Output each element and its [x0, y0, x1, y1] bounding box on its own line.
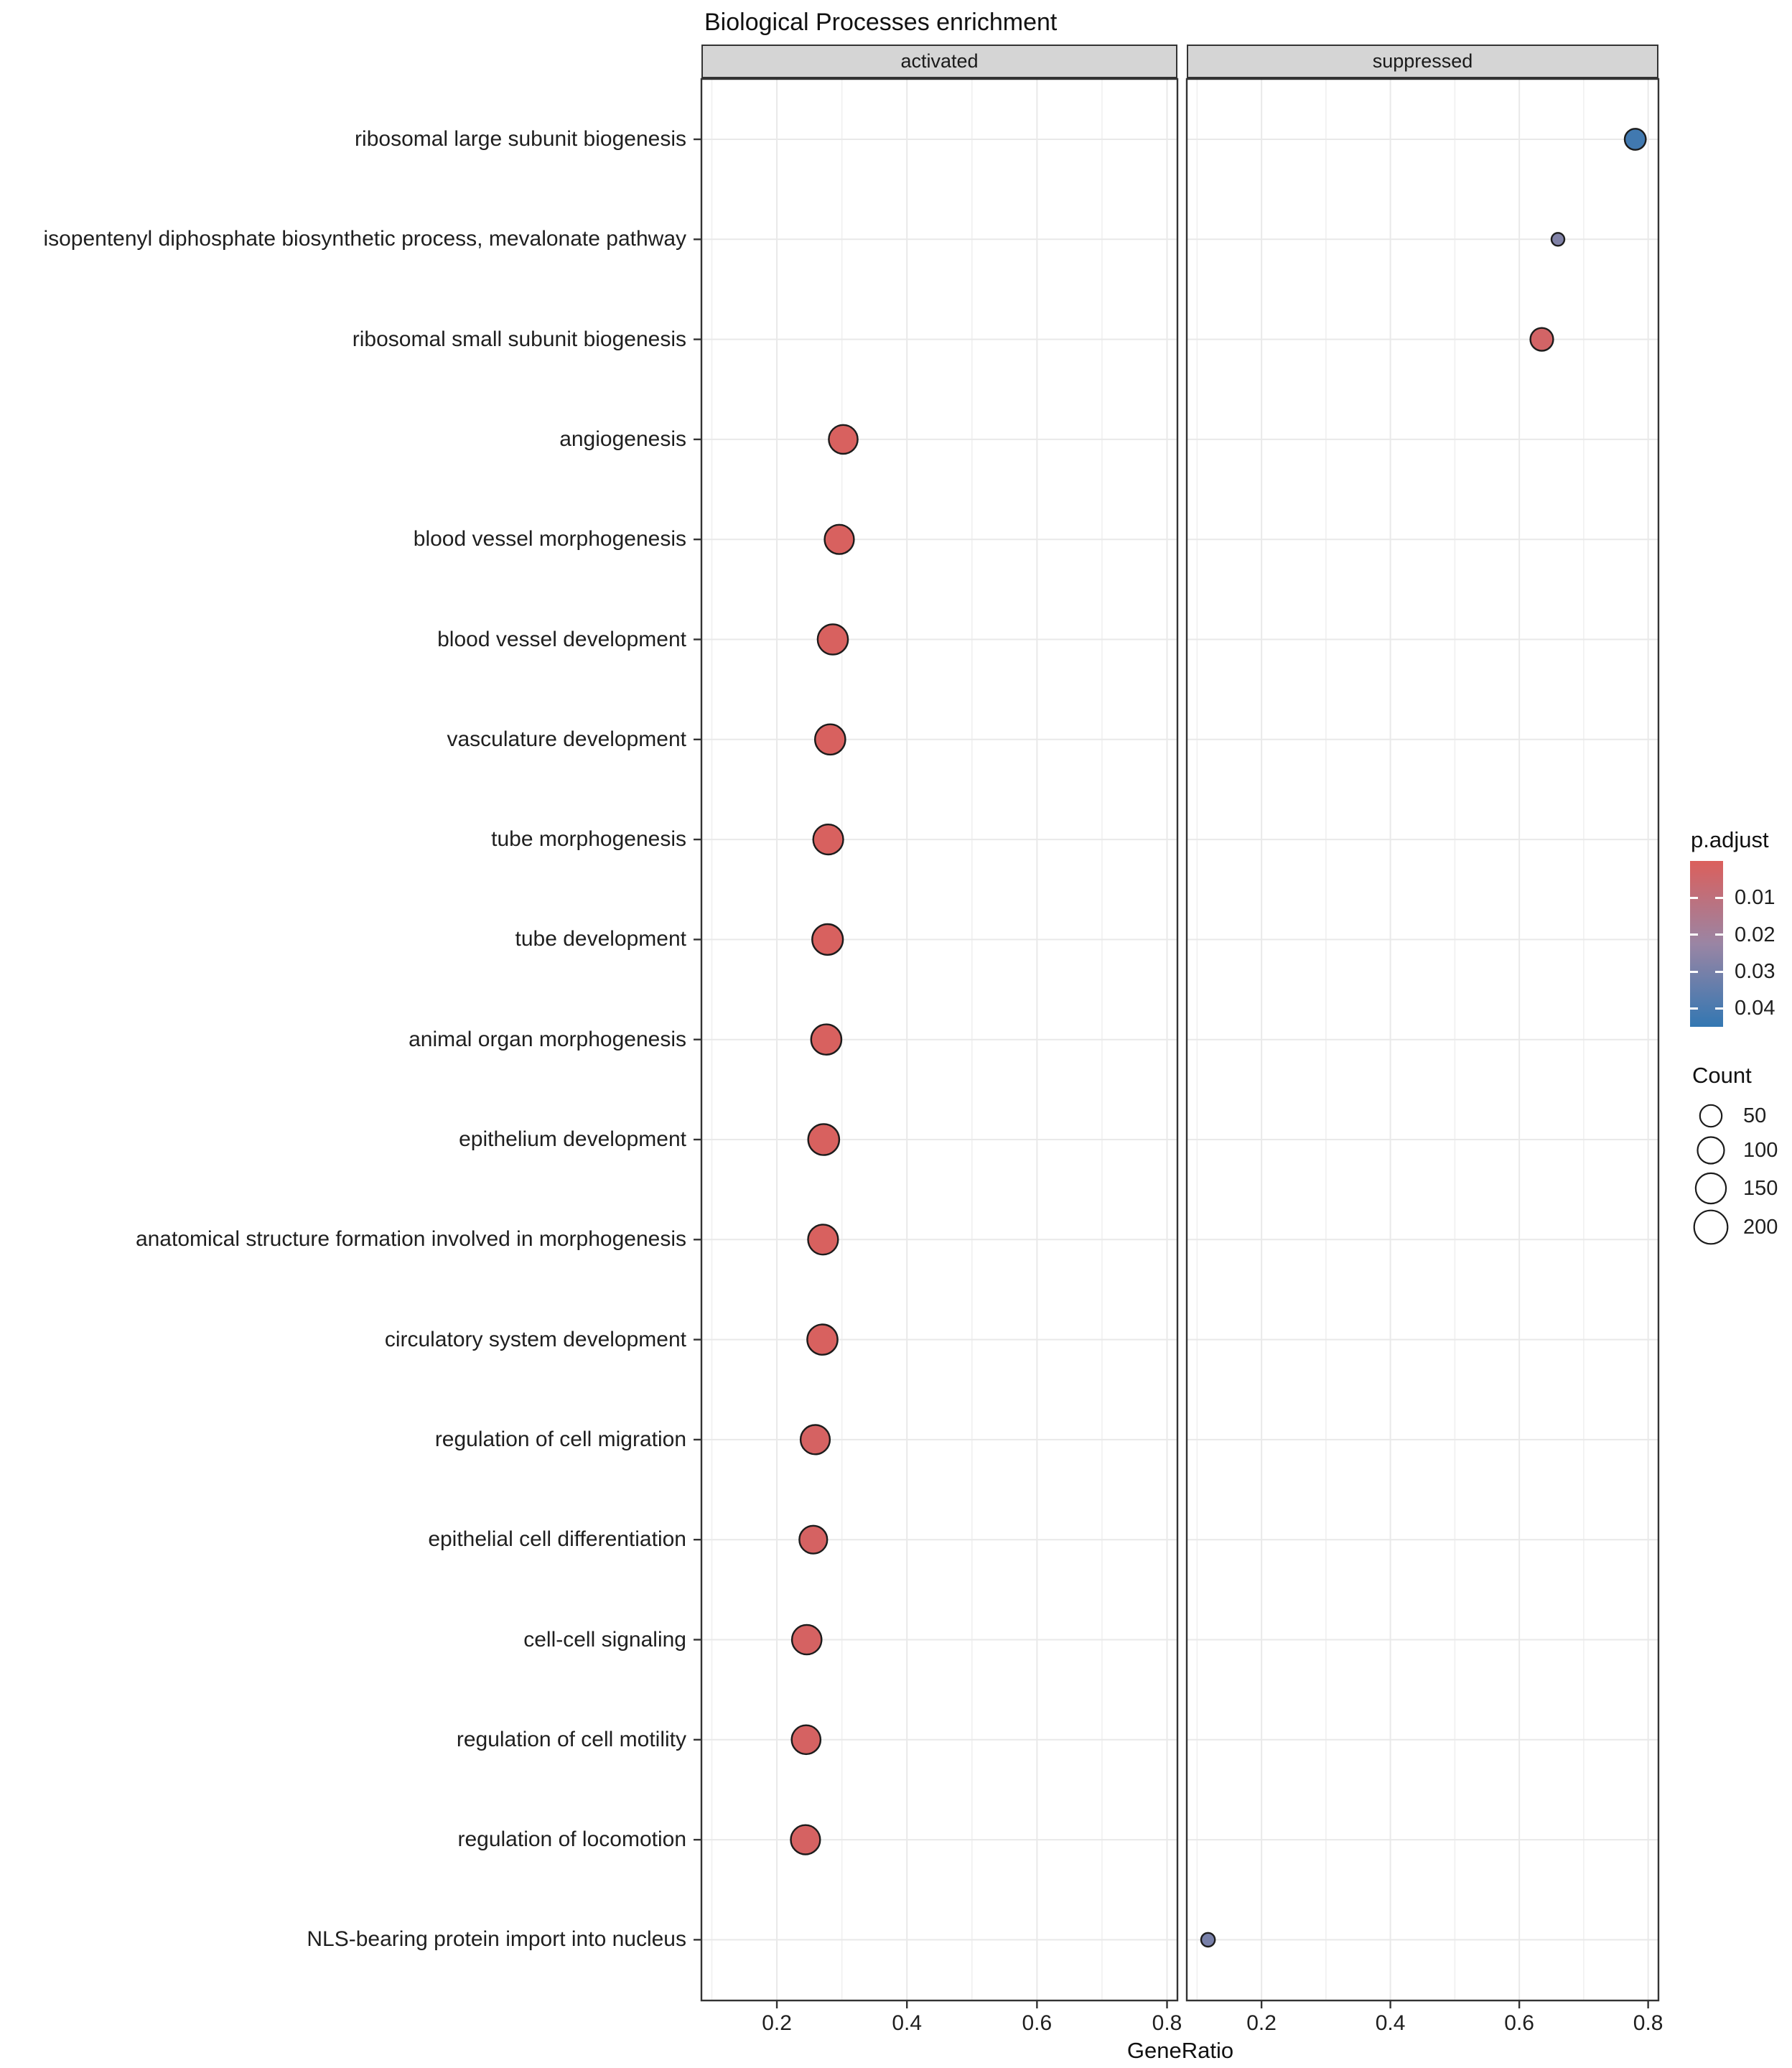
data-point [812, 924, 843, 955]
data-point [792, 1725, 821, 1754]
data-point [799, 1526, 827, 1554]
size-legend-value-label: 200 [1743, 1216, 1778, 1239]
color-legend-tick-mark [1715, 933, 1723, 936]
color-legend-title: p.adjust [1691, 827, 1769, 852]
y-axis-label: cell-cell signaling [523, 1627, 686, 1652]
data-point [807, 1325, 837, 1355]
x-tick-label: 0.6 [1022, 2011, 1053, 2035]
x-tick-label: 0.4 [892, 2011, 923, 2035]
y-axis-label: regulation of cell motility [456, 1727, 686, 1751]
x-tick-label: 0.6 [1504, 2011, 1534, 2035]
size-legend-title: Count [1692, 1063, 1752, 1088]
data-point [813, 824, 844, 854]
x-axis-title: GeneRatio [1126, 2038, 1234, 2063]
color-legend-tick-mark [1715, 897, 1723, 899]
plot-title: Biological Processes enrichment [704, 9, 1058, 36]
color-legend-tick-label: 0.03 [1735, 960, 1775, 983]
y-axis-label: blood vessel development [437, 627, 686, 651]
data-point [808, 1124, 839, 1155]
y-axis-label: epithelium development [459, 1127, 686, 1151]
y-axis-label: epithelial cell differentiation [428, 1527, 686, 1552]
data-point [815, 725, 845, 755]
y-axis-label: regulation of locomotion [457, 1827, 686, 1852]
data-point [1551, 233, 1564, 246]
y-axis-label: ribosomal large subunit biogenesis [355, 127, 686, 151]
size-legend-value-label: 100 [1743, 1139, 1778, 1162]
y-axis-label: anatomical structure formation involved in morphogenesis [135, 1227, 686, 1252]
x-tick-label: 0.8 [1633, 2011, 1663, 2035]
y-axis-label: vasculature development [447, 727, 686, 751]
y-axis-label: circulatory system development [384, 1327, 686, 1351]
size-legend-circle [1700, 1105, 1722, 1127]
y-axis-label: ribosomal small subunit biogenesis [352, 327, 686, 351]
size-legend-circle [1696, 1173, 1726, 1203]
data-point [801, 1425, 830, 1455]
data-point [825, 525, 854, 554]
data-point [829, 425, 857, 454]
data-point [818, 624, 848, 654]
facet-strip-suppressed [1187, 45, 1658, 78]
data-point [791, 1825, 821, 1855]
y-axis-label: tube morphogenesis [491, 827, 686, 852]
color-legend-tick-mark [1715, 971, 1723, 973]
color-legend-gradient-bar [1690, 861, 1723, 1027]
color-legend-tick-mark [1690, 971, 1698, 973]
data-point [1531, 328, 1554, 351]
y-axis-label: tube development [515, 927, 686, 951]
data-point [1625, 129, 1646, 149]
color-legend-tick-mark [1715, 1007, 1723, 1010]
y-axis-label: regulation of cell migration [434, 1427, 686, 1451]
x-tick-label: 0.8 [1152, 2011, 1182, 2035]
facet-strip-suppressed-label: suppressed [1372, 50, 1473, 72]
x-tick-label: 0.2 [762, 2011, 792, 2035]
color-legend-tick-label: 0.01 [1735, 886, 1775, 910]
y-axis-label: blood vessel morphogenesis [413, 527, 686, 551]
data-point [811, 1025, 841, 1055]
x-tick-label: 0.4 [1375, 2011, 1406, 2035]
color-legend-tick-mark [1690, 1007, 1698, 1010]
y-axis-label: isopentenyl diphosphate biosynthetic process, mevalonate pathway [43, 227, 686, 251]
size-legend-value-label: 150 [1743, 1177, 1778, 1200]
size-legend-circle [1698, 1137, 1725, 1164]
data-point [792, 1625, 821, 1654]
color-legend-tick-mark [1690, 897, 1698, 899]
color-legend-tick-label: 0.04 [1735, 997, 1775, 1020]
data-point [808, 1224, 839, 1254]
x-tick-label: 0.2 [1246, 2011, 1277, 2035]
facet-strip-activated-label: activated [900, 50, 979, 72]
y-axis-label: animal organ morphogenesis [409, 1027, 686, 1051]
data-point [1201, 1933, 1215, 1947]
size-legend-circle [1694, 1211, 1728, 1244]
color-legend-tick-label: 0.02 [1735, 923, 1775, 946]
size-legend-value-label: 50 [1743, 1104, 1767, 1127]
y-axis-label: NLS-bearing protein import into nucleus [307, 1927, 686, 1952]
y-axis-label: angiogenesis [559, 427, 686, 451]
facet-strip-activated [701, 45, 1177, 78]
color-legend-tick-mark [1690, 933, 1698, 936]
